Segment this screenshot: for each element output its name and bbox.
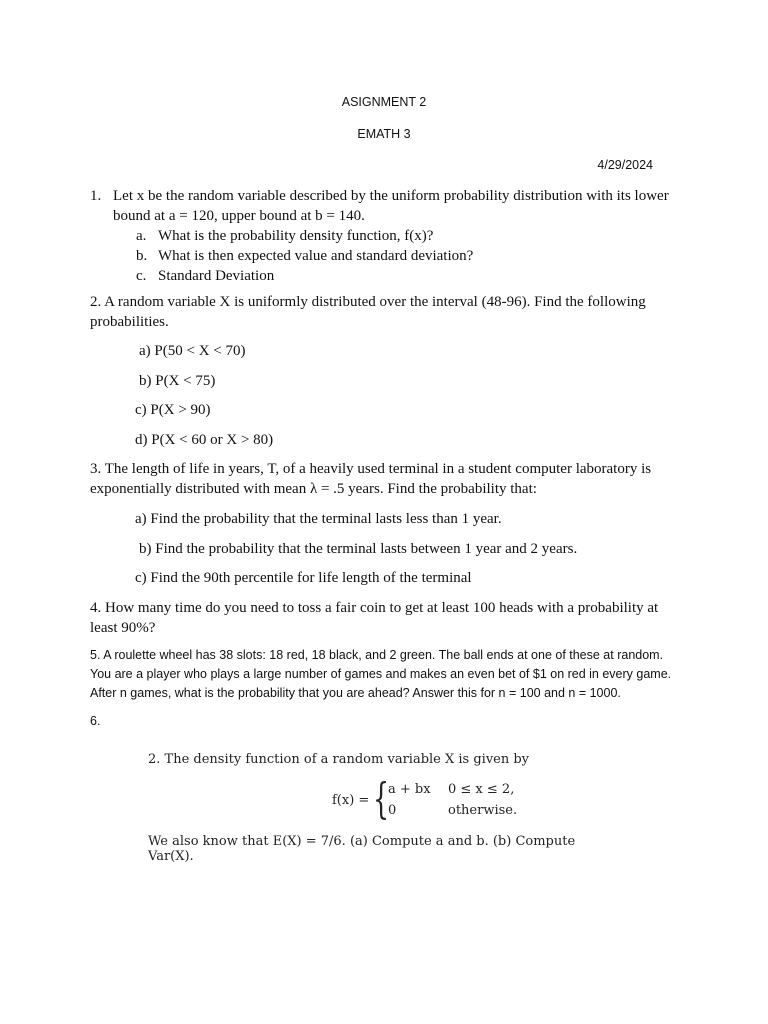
assignment-title: ASIGNMENT 2 bbox=[341, 95, 427, 109]
part-text: What is the probability density function, f(x)? bbox=[158, 228, 434, 244]
part-letter: c. bbox=[136, 268, 147, 284]
part-letter: a. bbox=[136, 228, 147, 244]
part-text: Standard Deviation bbox=[158, 268, 275, 284]
figure-line-1: 2. The density function of a random variable X is given by bbox=[148, 752, 530, 767]
question-1 bbox=[90, 186, 690, 286]
figure-line-3: We also know that E(X) = 7/6. (a) Compute a and b. (b) Compute Var(X). bbox=[148, 834, 576, 864]
question-4 bbox=[90, 598, 680, 638]
question-2-part-a: a) P(50 < X < 70) bbox=[139, 343, 246, 359]
part-letter: b. bbox=[136, 248, 148, 264]
question-5-line-1: 5. A roulette wheel has 38 slots: 18 red, 18 black, and 2 green. The ball ends at one of these at random. bbox=[90, 648, 664, 662]
question-2-part-d: d) P(X < 60 or X > 80) bbox=[135, 432, 274, 448]
question-2-part-b: b) P(X < 75) bbox=[139, 373, 216, 389]
question-3-line-2: exponentially distributed with mean λ = .5 years. Find the probability that: bbox=[90, 481, 537, 497]
question-1-part-b bbox=[136, 246, 690, 266]
question-1-number: 1. bbox=[90, 188, 102, 204]
question-5-line-3: After n games, what is the probability that you are ahead? Answer this for n = 100 and n = 1000. bbox=[90, 686, 621, 700]
figure-condition-1: 0 ≤ x ≤ 2, bbox=[448, 782, 515, 797]
question-6-figure bbox=[148, 748, 618, 864]
question-1-line-1: Let x be the random variable described by the uniform probability distribution with its lower bbox=[113, 188, 669, 204]
part-text: What is then expected value and standard deviation? bbox=[158, 248, 474, 264]
question-3-part-c: c) Find the 90th percentile for life length of the terminal bbox=[135, 570, 472, 586]
question-2-line-1: 2. A random variable X is uniformly distributed over the interval (48-96). Find the following bbox=[90, 294, 646, 310]
question-4-line-2: least 90%? bbox=[90, 620, 156, 636]
figure-case-1: a + bx bbox=[388, 782, 431, 797]
question-3-line-1: 3. The length of life in years, T, of a heavily used terminal in a student computer laboratory is bbox=[90, 461, 652, 477]
figure-case-2: 0 bbox=[388, 803, 397, 818]
question-1-part-c bbox=[136, 266, 690, 286]
question-1-line-2: bound at a = 120, upper bound at b = 140. bbox=[113, 208, 365, 224]
question-3-part-b: b) Find the probability that the terminal lasts between 1 year and 2 years. bbox=[139, 541, 578, 557]
question-5-line-2: You are a player who plays a large number of games and makes an even bet of $1 on red in every game. bbox=[90, 667, 672, 681]
question-3-part-a: a) Find the probability that the terminal lasts less than 1 year. bbox=[135, 511, 502, 527]
question-2-line-2: probabilities. bbox=[90, 314, 169, 330]
question-1-part-a bbox=[136, 226, 690, 246]
document-date: 4/29/2024 bbox=[597, 158, 653, 172]
question-5 bbox=[90, 646, 690, 703]
question-6-number: 6. bbox=[90, 714, 101, 728]
question-2-part-c: c) P(X > 90) bbox=[135, 402, 211, 418]
question-2 bbox=[90, 292, 680, 332]
question-1-text bbox=[113, 186, 690, 226]
question-4-line-1: 4. How many time do you need to toss a fair coin to get at least 100 heads with a probability at bbox=[90, 600, 659, 616]
figure-condition-2: otherwise. bbox=[448, 803, 518, 818]
question-3 bbox=[90, 459, 680, 499]
left-brace-icon: { bbox=[373, 774, 390, 823]
figure-fx-label: f(x) = bbox=[332, 793, 370, 808]
course-code: EMATH 3 bbox=[357, 127, 411, 141]
